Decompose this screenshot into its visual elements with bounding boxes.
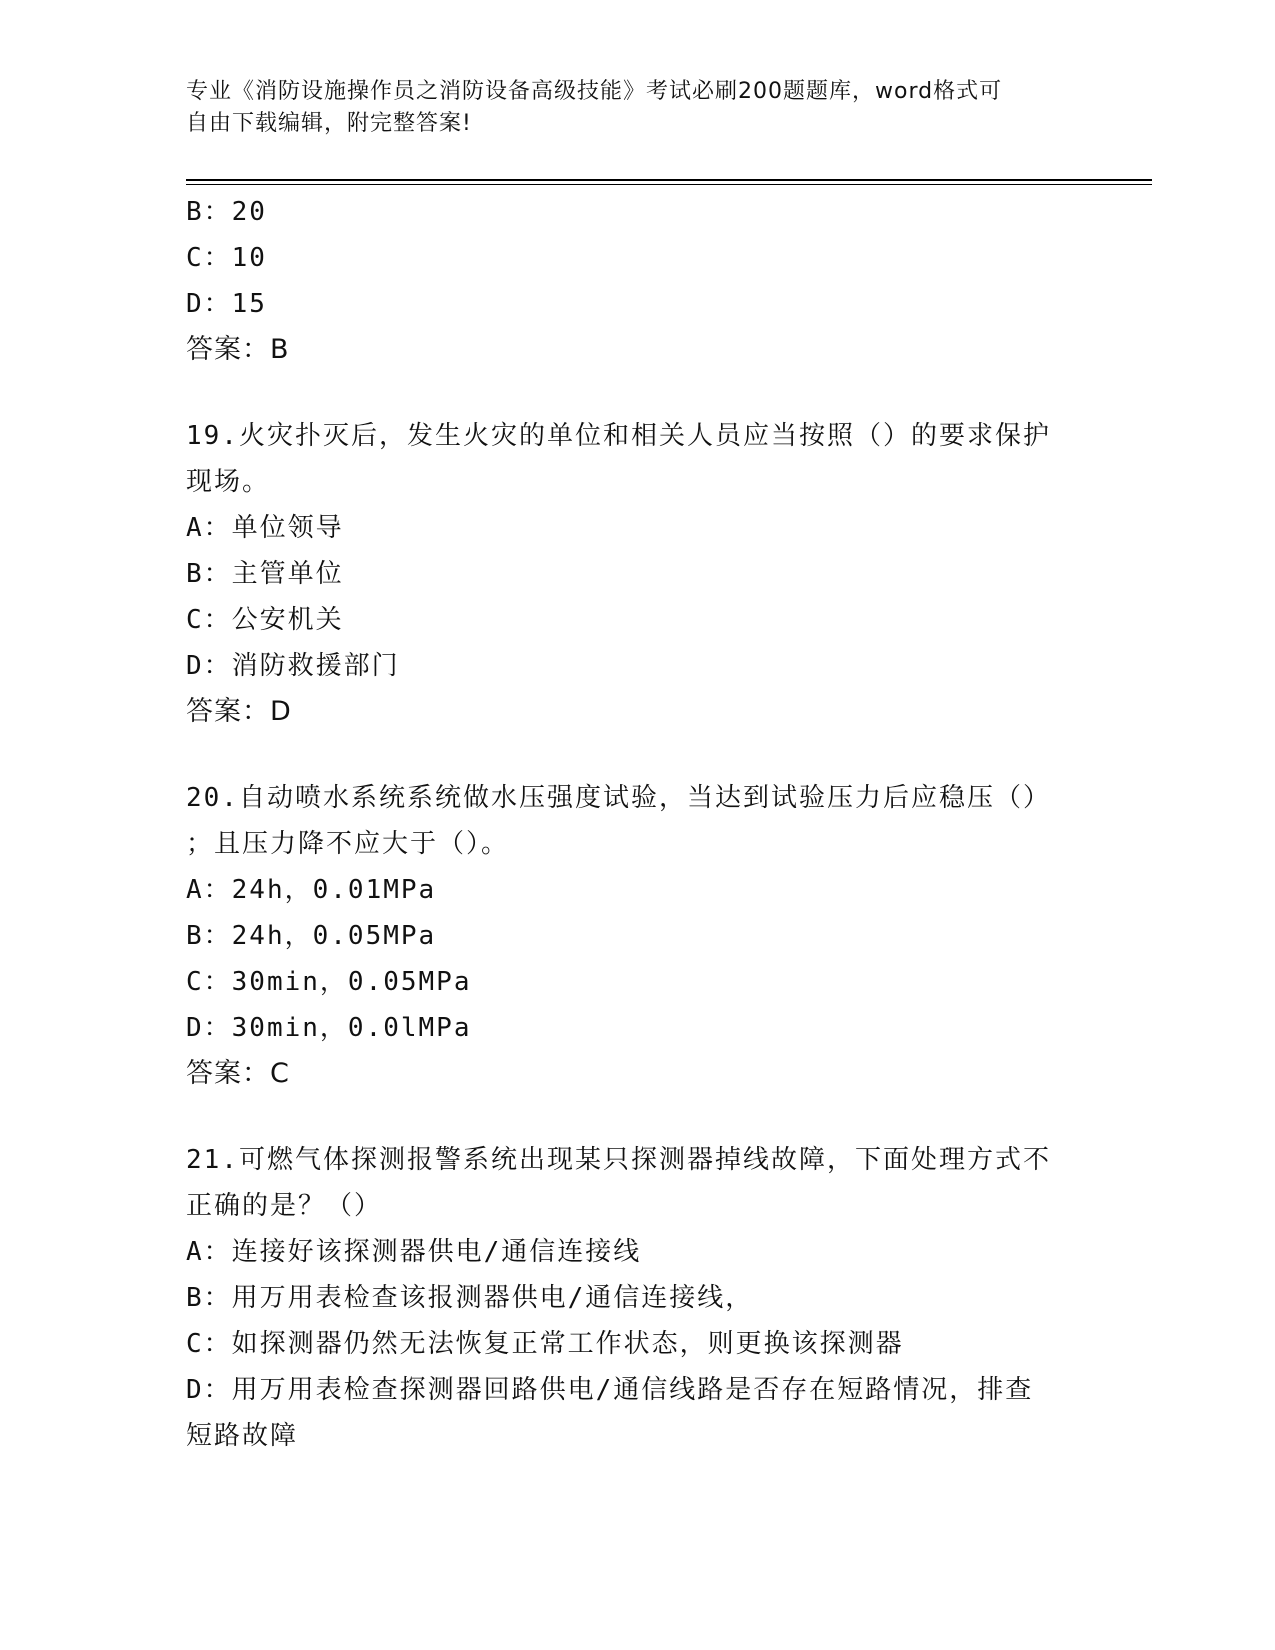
question-spacer <box>186 1097 1086 1137</box>
q20-option-b: B：24h，0.05MPa <box>186 921 437 951</box>
q18-option-c: C：10 <box>186 243 267 273</box>
question-19 <box>186 413 1086 735</box>
q19-stem-line-2: 现场。 <box>186 467 271 497</box>
q21-stem-line-1: 21.可燃气体探测报警系统出现某只探测器掉线故障，下面处理方式不 <box>186 1145 1051 1175</box>
q19-option-b: B：主管单位 <box>186 559 344 589</box>
q21-stem-line-2: 正确的是？（） <box>186 1191 383 1221</box>
question-spacer <box>186 373 1086 413</box>
q18-option-d: D：15 <box>186 289 267 319</box>
q20-answer: 答案：C <box>186 1058 290 1089</box>
header-title-line-1: 专业《消防设施操作员之消防设备高级技能》考试必刷200题题库，word格式可 <box>186 79 1003 104</box>
header-title-line-2: 自由下载编辑，附完整答案! <box>186 111 472 136</box>
q20-option-a: A：24h，0.01MPa <box>186 875 437 905</box>
header-divider-thin <box>186 184 1152 185</box>
question-21 <box>186 1137 1086 1459</box>
q19-option-a: A：单位领导 <box>186 513 344 543</box>
q19-option-d: D：消防救援部门 <box>186 651 400 681</box>
question-18-tail <box>186 189 1086 373</box>
q21-option-a: A：连接好该探测器供电/通信连接线 <box>186 1237 642 1267</box>
question-20 <box>186 775 1086 1097</box>
q21-option-b: B：用万用表检查该报测器供电/通信连接线， <box>186 1283 754 1313</box>
document-header <box>186 76 1066 140</box>
q20-stem-line-2: ；且压力降不应大于（）。 <box>186 829 510 859</box>
q20-option-c: C：30min，0.05MPa <box>186 967 472 997</box>
q21-option-d-line-1: D：用万用表检查探测器回路供电/通信线路是否存在短路情况，排查 <box>186 1375 1034 1405</box>
q19-option-c: C：公安机关 <box>186 605 344 635</box>
q21-option-d-line-2: 短路故障 <box>186 1421 299 1451</box>
q20-option-d: D：30min，0.0lMPa <box>186 1013 472 1043</box>
q19-stem-line-1: 19.火灾扑灭后，发生火灾的单位和相关人员应当按照（）的要求保护 <box>186 421 1051 451</box>
q21-option-c: C：如探测器仍然无法恢复正常工作状态，则更换该探测器 <box>186 1329 904 1359</box>
q18-option-b: B：20 <box>186 197 267 227</box>
question-spacer <box>186 735 1086 775</box>
q20-stem-line-1: 20.自动喷水系统系统做水压强度试验，当达到试验压力后应稳压（） <box>186 783 1051 813</box>
header-divider-thick <box>186 179 1152 181</box>
question-list <box>186 189 1086 1459</box>
q19-answer: 答案：D <box>186 696 292 727</box>
q18-answer: 答案：B <box>186 334 290 365</box>
